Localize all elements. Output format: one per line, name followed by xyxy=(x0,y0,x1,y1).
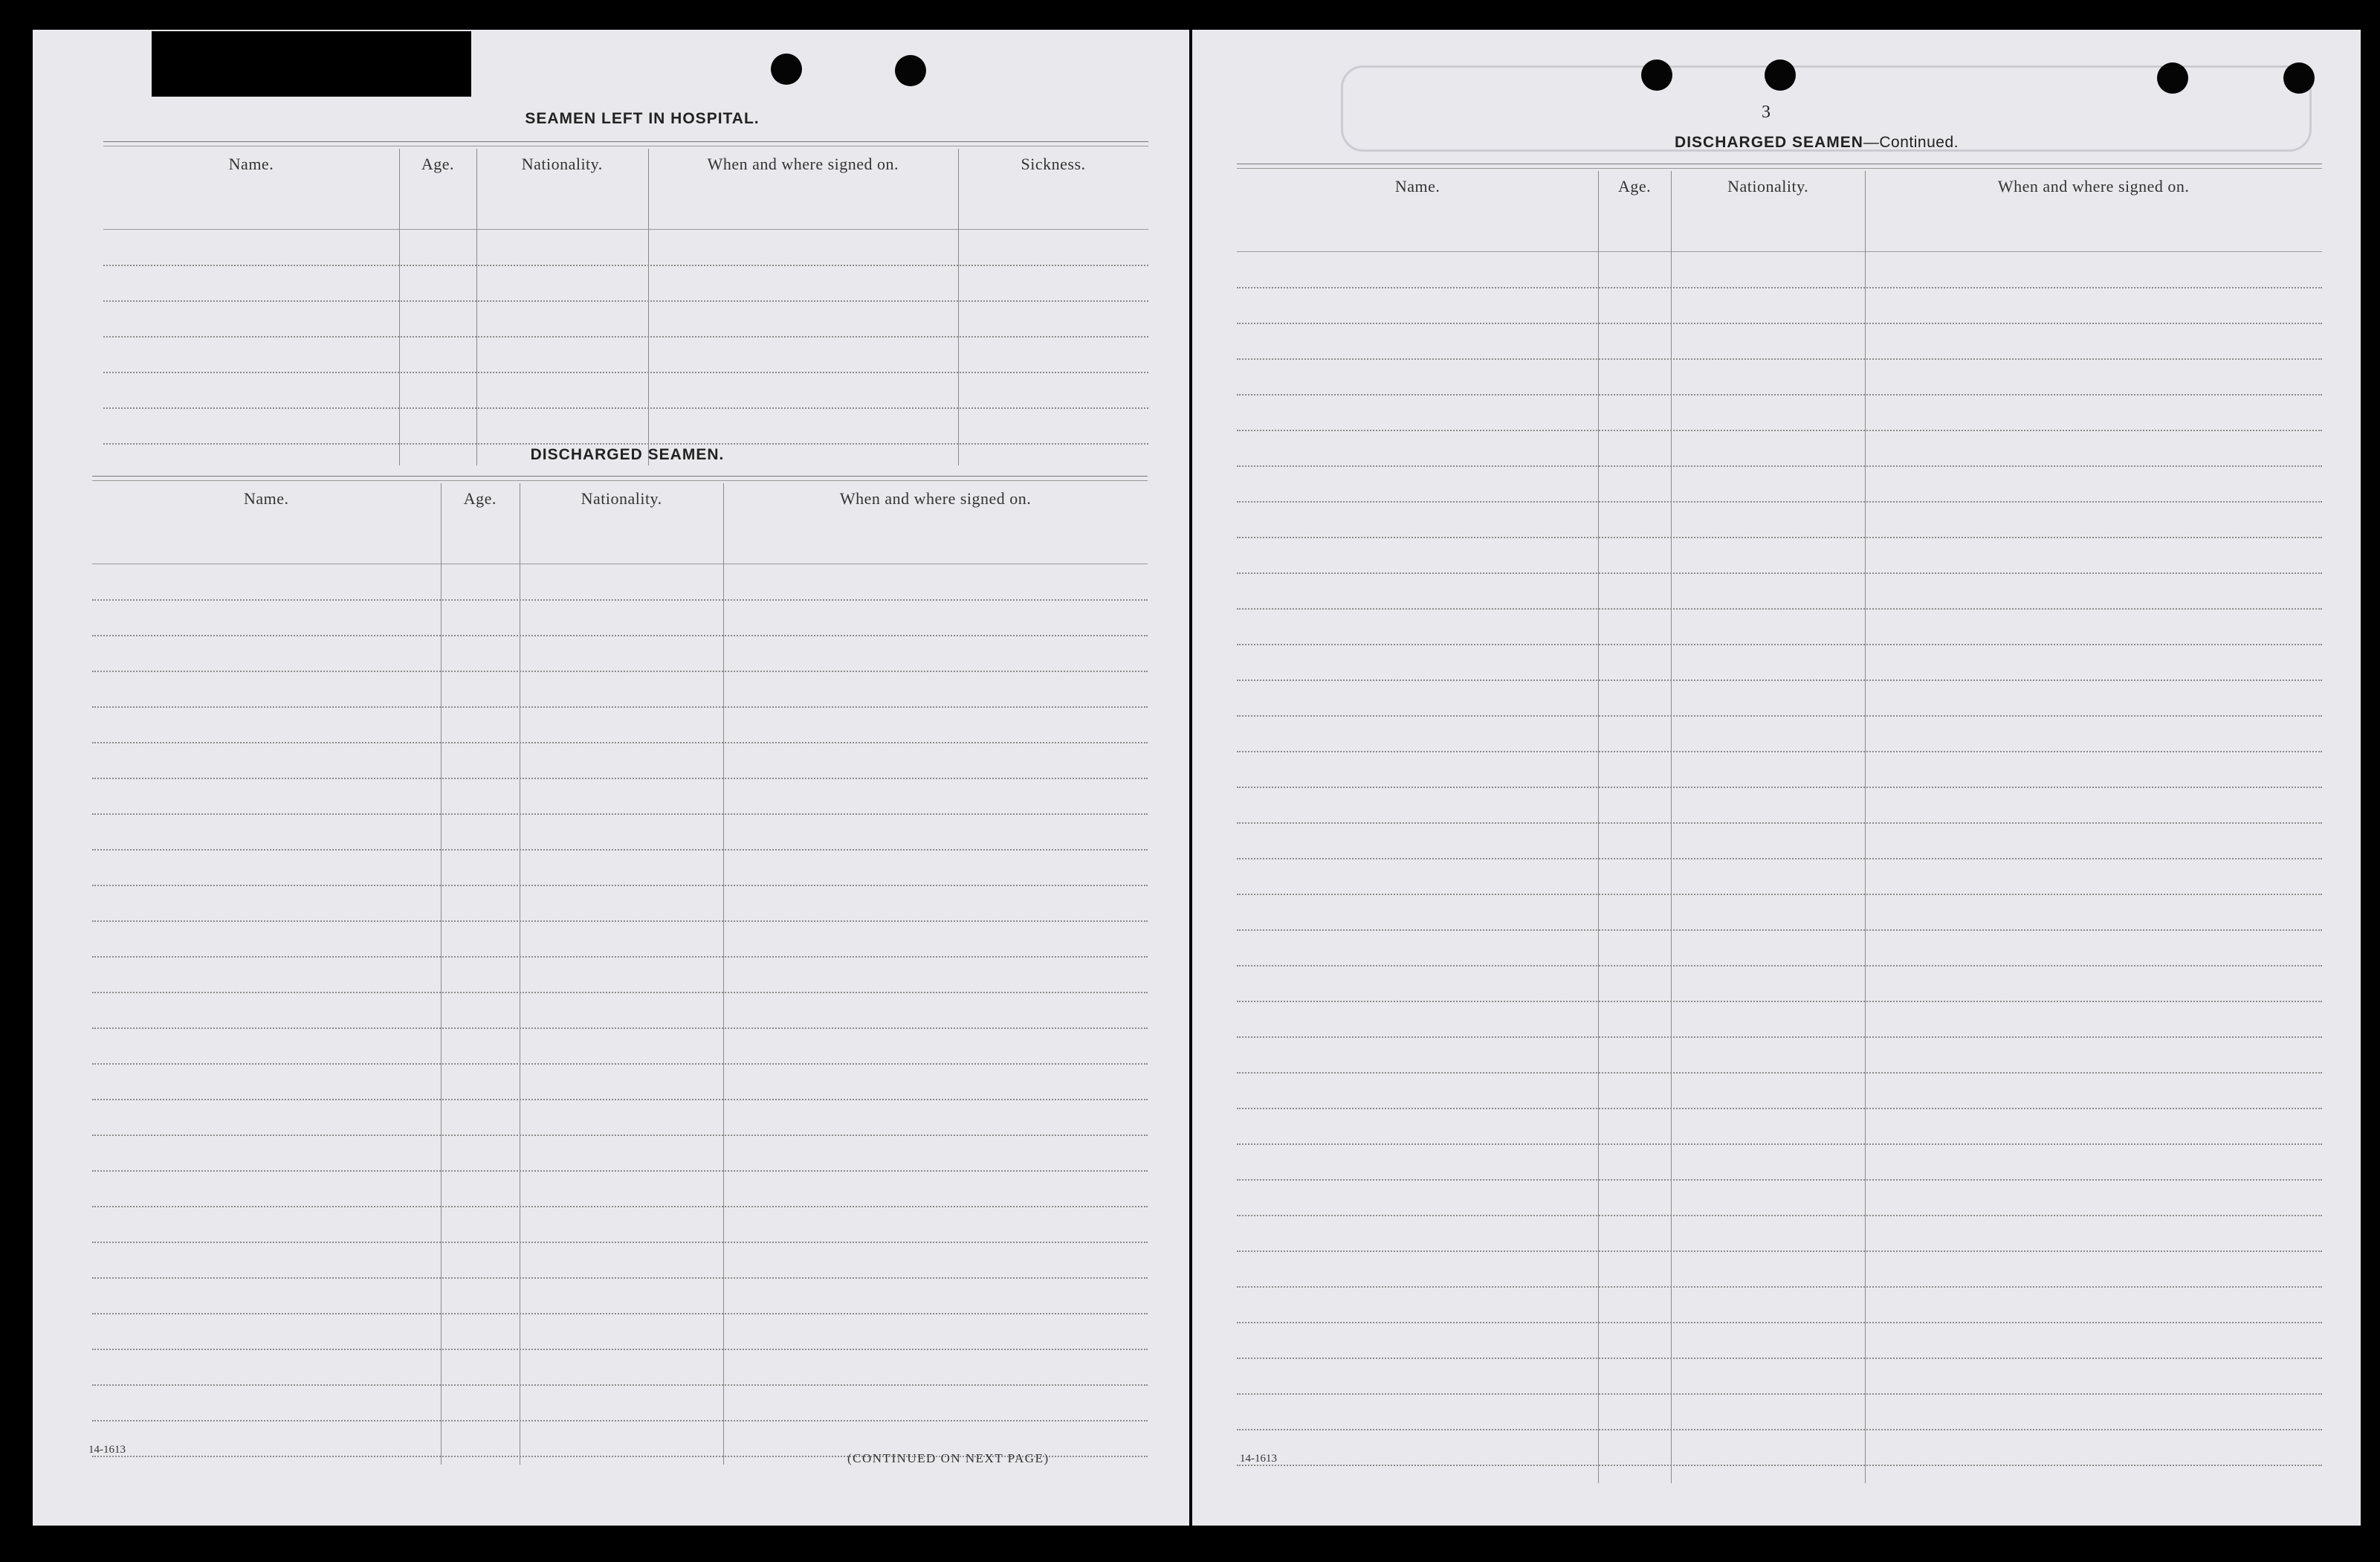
discharged-row-line xyxy=(92,635,1148,636)
left-page xyxy=(33,30,1189,1526)
punch-hole-6 xyxy=(2283,62,2315,94)
continued-row-line xyxy=(1237,572,2322,574)
continued-row-line xyxy=(1237,1358,2322,1359)
discharged-table xyxy=(92,476,1148,1465)
hospital-col-head-4: When and where signed on. xyxy=(707,155,899,173)
continued-row-line xyxy=(1237,1429,2322,1430)
discharged-row-line xyxy=(92,1063,1148,1065)
continued-note: (CONTINUED ON NEXT PAGE) xyxy=(847,1451,1050,1465)
form-number-right: 14-1613 xyxy=(1240,1453,1277,1465)
discharged-continued-title-main: DISCHARGED SEAMEN xyxy=(1675,134,1863,151)
continued-col-head-3: Nationality. xyxy=(1727,177,1809,196)
discharged-row-line xyxy=(92,1420,1148,1421)
discharged-col-divider-3 xyxy=(723,483,724,1465)
right-page xyxy=(1192,30,2361,1526)
hospital-row-line xyxy=(103,407,1148,409)
discharged-row-line xyxy=(92,1313,1148,1314)
hospital-row-line xyxy=(103,372,1148,373)
continued-row-line xyxy=(1237,1108,2322,1109)
continued-row-line xyxy=(1237,323,2322,324)
continued-row-line xyxy=(1237,1072,2322,1074)
hospital-col-divider-2 xyxy=(476,149,477,465)
hospital-row-line xyxy=(103,265,1148,266)
discharged-row-line xyxy=(92,671,1148,672)
discharged-continued-title xyxy=(1594,134,2040,152)
continued-row-line xyxy=(1237,858,2322,859)
continued-row-line xyxy=(1237,501,2322,503)
continued-top-rule-inner xyxy=(1237,168,2322,169)
discharged-row-line xyxy=(92,778,1148,779)
continued-col-head-2: Age. xyxy=(1618,177,1652,196)
page-number: 3 xyxy=(1762,103,1771,122)
hospital-row-line xyxy=(103,336,1148,338)
redaction-block xyxy=(152,31,471,97)
discharged-row-line xyxy=(92,1170,1148,1172)
continued-row-line xyxy=(1237,1286,2322,1288)
hospital-row-line xyxy=(103,300,1148,302)
hospital-row-line xyxy=(103,443,1148,445)
hospital-table xyxy=(103,141,1148,465)
continued-col-head-4: When and where signed on. xyxy=(1997,177,2190,196)
continued-row-line xyxy=(1237,787,2322,788)
continued-row-line xyxy=(1237,1001,2322,1002)
discharged-continued-title-suffix: —Continued. xyxy=(1863,134,1959,151)
continued-row-line xyxy=(1237,1465,2322,1466)
discharged-row-line xyxy=(92,1349,1148,1350)
continued-row-line xyxy=(1237,1179,2322,1181)
continued-row-line xyxy=(1237,1215,2322,1216)
discharged-row-line xyxy=(92,706,1148,708)
continued-row-line xyxy=(1237,715,2322,717)
discharged-col-head-2: Age. xyxy=(463,489,497,508)
continued-row-line xyxy=(1237,394,2322,396)
discharged-row-line xyxy=(92,1277,1148,1279)
discharged-top-rule-inner xyxy=(92,480,1148,481)
continued-header-rule xyxy=(1237,251,2322,252)
continued-row-line xyxy=(1237,929,2322,931)
hospital-col-head-2: Age. xyxy=(421,155,454,173)
continued-col-head-1: Name. xyxy=(1394,177,1440,196)
discharged-top-rule xyxy=(92,476,1148,477)
discharged-col-head-1: Name. xyxy=(244,489,289,508)
discharged-row-line xyxy=(92,1135,1148,1136)
discharged-row-line xyxy=(92,885,1148,886)
discharged-row-line xyxy=(92,1384,1148,1386)
continued-row-line xyxy=(1237,822,2322,824)
discharged-row-line xyxy=(92,1027,1148,1029)
discharged-row-line xyxy=(92,992,1148,993)
continued-row-line xyxy=(1237,430,2322,431)
continued-row-line xyxy=(1237,608,2322,610)
discharged-col-head-3: Nationality. xyxy=(581,489,662,508)
hospital-col-head-1: Name. xyxy=(228,155,274,173)
hospital-col-head-5: Sickness. xyxy=(1021,155,1086,173)
hospital-col-divider-4 xyxy=(958,149,959,465)
continued-row-line xyxy=(1237,465,2322,467)
continued-row-line xyxy=(1237,680,2322,681)
discharged-row-line xyxy=(92,742,1148,743)
discharged-row-line xyxy=(92,920,1148,922)
discharged-continued-table xyxy=(1237,164,2322,1483)
continued-row-line xyxy=(1237,1393,2322,1395)
discharged-col-divider-1 xyxy=(441,483,442,1465)
discharged-section-title: DISCHARGED SEAMEN. xyxy=(530,446,725,463)
continued-row-line xyxy=(1237,287,2322,288)
discharged-col-head-4: When and where signed on. xyxy=(839,489,1032,508)
hospital-section-title: SEAMEN LEFT IN HOSPITAL. xyxy=(525,110,760,127)
continued-row-line xyxy=(1237,537,2322,538)
continued-row-line xyxy=(1237,751,2322,752)
continued-row-line xyxy=(1237,965,2322,966)
continued-row-line xyxy=(1237,1322,2322,1323)
hospital-col-divider-3 xyxy=(648,149,649,465)
continued-row-line xyxy=(1237,1143,2322,1145)
continued-row-line xyxy=(1237,358,2322,360)
punch-hole-1 xyxy=(771,54,802,85)
form-number: 14-1613 xyxy=(88,1444,126,1456)
hospital-header-rule xyxy=(103,229,1148,230)
continued-row-line xyxy=(1237,1250,2322,1252)
hospital-top-rule xyxy=(103,141,1148,142)
discharged-row-line xyxy=(92,599,1148,601)
hospital-col-divider-1 xyxy=(399,149,400,465)
punch-hole-5 xyxy=(2157,62,2188,94)
continued-row-line xyxy=(1237,1036,2322,1038)
discharged-row-line xyxy=(92,813,1148,815)
punch-hole-3 xyxy=(1641,59,1672,91)
discharged-row-line xyxy=(92,849,1148,851)
discharged-row-line xyxy=(92,956,1148,958)
continued-row-line xyxy=(1237,894,2322,895)
punch-hole-2 xyxy=(895,55,926,86)
discharged-row-line xyxy=(92,1242,1148,1243)
discharged-row-line xyxy=(92,1206,1148,1207)
punch-hole-4 xyxy=(1765,59,1796,91)
hospital-col-head-3: Nationality. xyxy=(521,155,603,173)
continued-row-line xyxy=(1237,644,2322,645)
discharged-row-line xyxy=(92,1099,1148,1100)
